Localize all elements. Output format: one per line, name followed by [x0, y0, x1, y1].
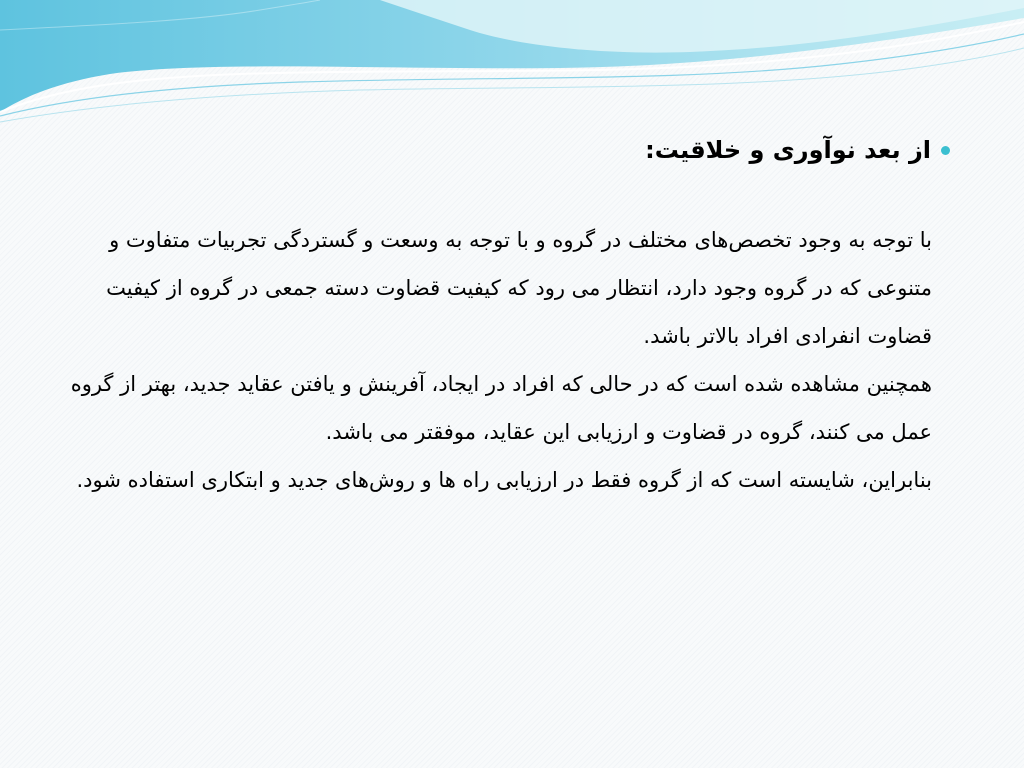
heading-row	[60, 128, 932, 172]
body-paragraph-1: با توجه به وجود تخصص‌های مختلف در گروه و با توجه به وسعت و گستردگی تجربیات متفاوت و متنوعی که در گروه وجود دارد، انتظار می رود که کیفیت قضاوت دسته جمعی در گروه از کیفیت قضاوت انفرادی افراد بالاتر باشد.	[106, 228, 932, 348]
bullet-dot-icon	[941, 146, 950, 155]
decorative-wave-header	[0, 0, 1024, 130]
slide-heading: از بعد نوآوری و خلاقیت:	[645, 136, 931, 164]
body-paragraph-3: بنابراین، شایسته است که از گروه فقط در ارزیابی راه ها و روش‌های جدید و ابتکاری استفاده شود.	[76, 468, 932, 492]
slide-content	[60, 128, 932, 504]
body-paragraph-2: همچنین مشاهده شده است که در حالی که افراد در ایجاد، آفرینش و یافتن عقاید جدید، بهتر از گروه عمل می کنند، گروه در قضاوت و ارزیابی این عقاید، موفقتر می باشد.	[70, 372, 932, 444]
